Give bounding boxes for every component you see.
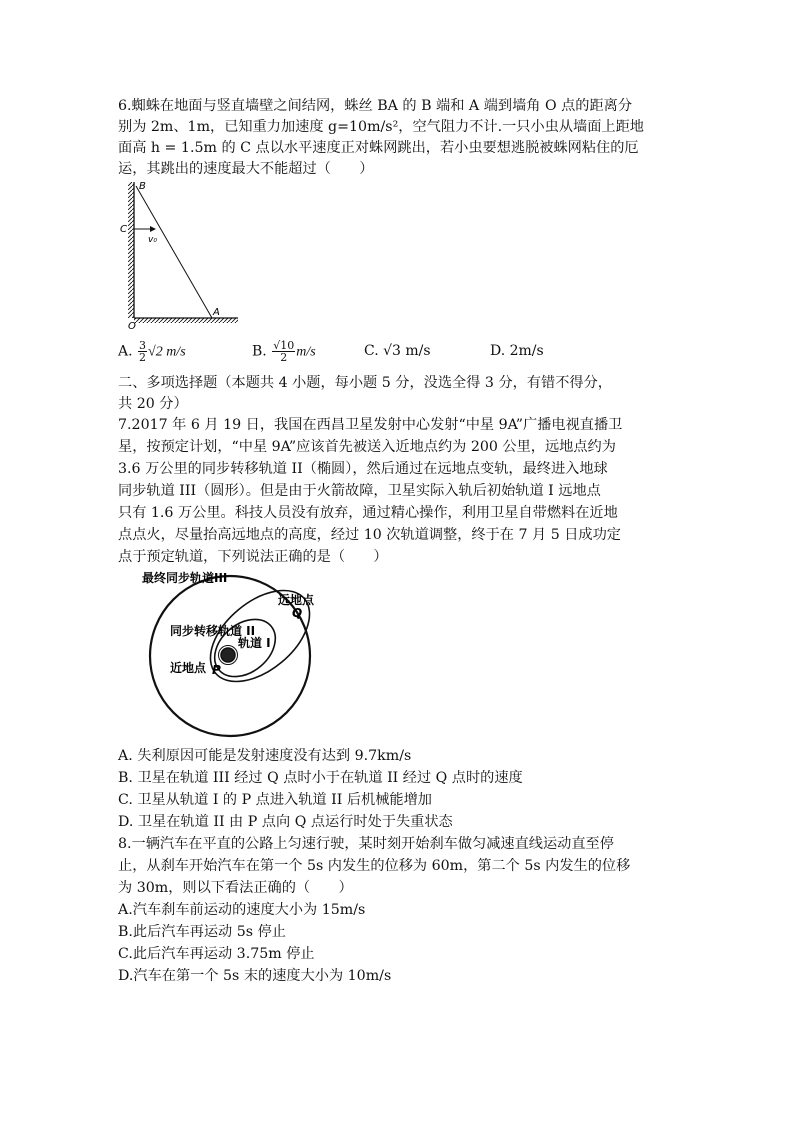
label-c: C (120, 224, 127, 235)
q7-line-5: 只有 1.6 万公里。科技人员没有放弃，通过精心操作，利用卫星自带燃料在近地 (118, 505, 618, 521)
q8-option-c: C.此后汽车再运动 3.75m 停止 (118, 946, 315, 962)
q7-option-c: C. 卫星从轨道 I 的 P 点进入轨道 II 后机械能增加 (118, 792, 432, 808)
arrow-head (150, 226, 156, 232)
q8-option-b: B.此后汽车再运动 5s 停止 (118, 924, 286, 940)
section2-line-2: 共 20 分） (118, 396, 188, 412)
q7-line-2: 星，按预定计划，“中星 9A”应该首先被送入近地点约为 200 公里，远地点约为 (118, 439, 616, 455)
q7-option-b: B. 卫星在轨道 III 经过 Q 点时小于在轨道 II 经过 Q 点时的速度 (118, 770, 523, 786)
q7-line-1: 7.2017 年 6 月 19 日，我国在西昌卫星发射中心发射“中星 9A”广播电视直播卫 (118, 417, 623, 433)
q6-option-b-tail: m/s (296, 344, 316, 360)
q7-line-6: 点点火，尽量抬高远地点的高度，经过 10 次轨道调整，终于在 7 月 5 日成功定 (118, 527, 621, 543)
q8-option-d: D.汽车在第一个 5s 末的速度大小为 10m/s (118, 968, 392, 984)
q8-option-a: A.汽车刹车前运动的速度大小为 15m/s (118, 902, 366, 918)
frac-num: √10 (273, 339, 295, 352)
q6-line-1: 6.蜘蛛在地面与竖直墙壁之间结网，蛛丝 BA 的 B 端和 A 端到墙角 O 点的距离分 (118, 98, 633, 114)
q6-option-b-fraction (272, 340, 295, 363)
q6-option-b-label: B. (252, 343, 267, 360)
label-a: A (213, 307, 220, 318)
q7-option-a: A. 失利原因可能是发射速度没有达到 9.7km/s (118, 748, 412, 764)
label-q: Q (292, 606, 303, 620)
label-near-point: 近地点 (170, 661, 207, 675)
wall-hatch (128, 182, 134, 318)
q7-line-3: 3.6 万公里的同步转移轨道 II（椭圆），然后通过在远地点变轨，最终进入地球 (118, 461, 608, 477)
label-p: P (212, 663, 221, 677)
frac-num: 3 (139, 339, 147, 352)
q6-option-b (252, 340, 316, 364)
q6-option-a-tail: √2 m/s (148, 344, 186, 360)
orbit-diagram (130, 566, 340, 742)
earth-icon (221, 648, 235, 662)
section2-line-1: 二、多项选择题（本题共 4 小题，每小题 5 分，没选全得 3 分，有错不得分， (118, 375, 612, 391)
q6-line-4: 运，其跳出的速度最大不能超过（ ） (118, 161, 374, 177)
q8-line-3: 为 30m，则以下看法正确的（ ） (118, 880, 353, 896)
q6-option-c: C. √3 m/s (364, 343, 431, 359)
label-o: O (128, 321, 136, 330)
q7-option-d: D. 卫星在轨道 II 由 P 点向 Q 点运行时处于失重状态 (118, 814, 453, 830)
q6-line-2: 别为 2m、1m，已知重力加速度 g=10m/s²，空气阻力不计.一只小虫从墙面上距地 (118, 119, 644, 135)
label-orbit-2: 同步转移轨道 II (170, 624, 256, 638)
frac-den: 2 (139, 351, 147, 364)
q7-line-7: 点于预定轨道，下列说法正确的是（ ） (118, 549, 388, 565)
label-v0: v₀ (148, 235, 157, 245)
q6-option-a (118, 340, 186, 364)
q8-line-2: 止，从刹车开始汽车在第一个 5s 内发生的位移为 60m，第二个 5s 内发生的位移 (118, 858, 631, 874)
q6-option-d: D. 2m/s (490, 343, 544, 359)
q8-line-1: 8.一辆汽车在平直的公路上匀速行驶，某时刻开始刹车做匀减速直线运动直至停 (118, 836, 614, 852)
spider-web-diagram (112, 178, 244, 330)
frac-den: 2 (280, 351, 288, 364)
label-far-point: 远地点 (278, 593, 315, 607)
q6-option-a-label: A. (118, 343, 133, 360)
label-b: B (139, 181, 146, 192)
web-line-ba (136, 186, 212, 318)
q7-line-4: 同步轨道 III（圆形）。但是由于火箭故障，卫星实际入轨后初始轨道 I 远地点 (118, 483, 601, 499)
q6-line-3: 面高 h = 1.5m 的 C 点以水平速度正对蛛网跳出，若小虫要想逃脱被蛛网粘住的厄 (118, 140, 639, 156)
q6-option-a-fraction (138, 340, 147, 363)
ground-hatch (134, 318, 238, 323)
label-orbit-3: 最终同步轨道III (142, 571, 228, 585)
label-orbit-1: 轨道 I (238, 636, 271, 650)
